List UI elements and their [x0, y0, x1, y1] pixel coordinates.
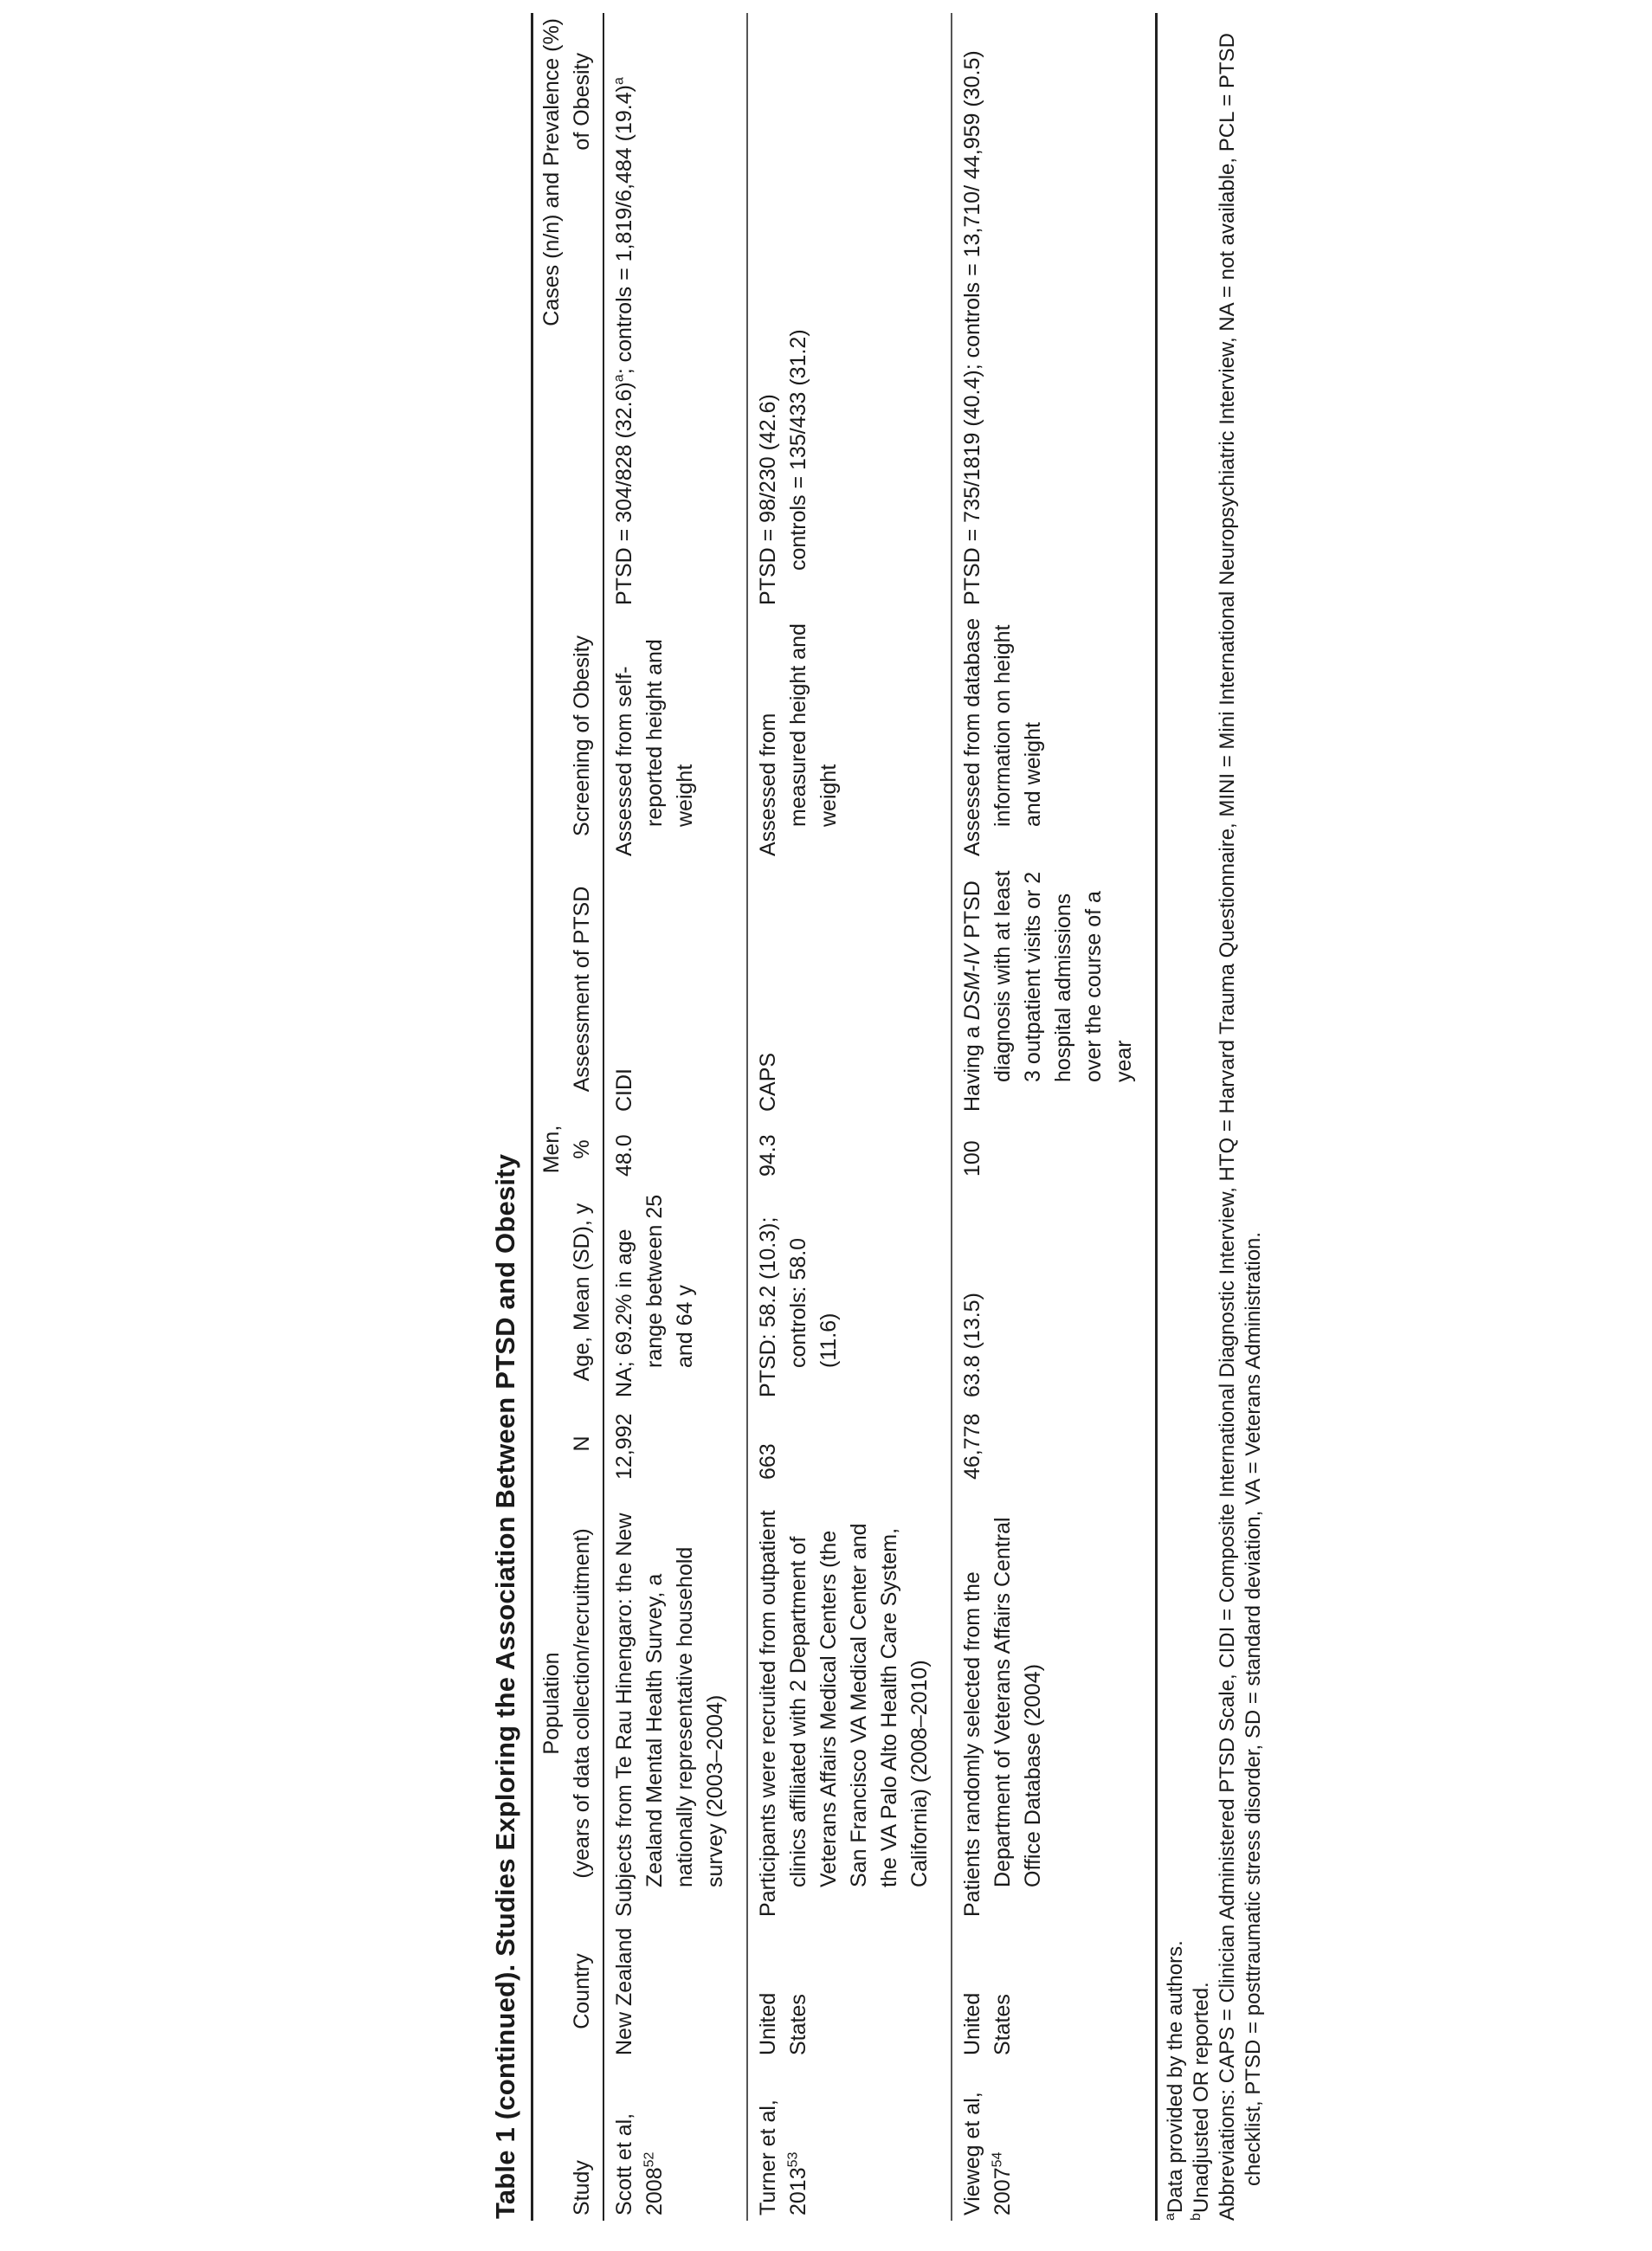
- cell-n: 46,778: [960, 1413, 984, 1480]
- header-cases-line1: Cases (n/n) and Prevalence (%): [539, 18, 564, 326]
- header-assessment: Assessment of PTSD: [570, 886, 594, 1093]
- study-name: Vieweg et al, 2007: [960, 2092, 1015, 2216]
- cell-cases: [952, 13, 1157, 610]
- cell-men: 100: [960, 1140, 984, 1177]
- footnote-b-mark: b: [1189, 2213, 1204, 2221]
- cell-screening: Assessed from measured height and weight: [756, 623, 841, 856]
- header-population: [533, 1485, 603, 1922]
- study-ref: 54: [990, 2151, 1005, 2168]
- footnote-abbreviations: Abbreviations: CAPS = Clinician Administered PTSD Scale, CIDI = Composite International Diagnostic Interview, HTQ = Harvard Trauma Questionnaire, MINI = Mini International Neuropsychiatric Interview, NA = not available, PCL = PTSD checklist, PTSD = posttraumatic stress disorder, SD = standard deviation, VA = Veterans Administration.: [1216, 33, 1265, 2221]
- study-ref: 53: [785, 2151, 801, 2168]
- cases-ptsd: PTSD = 304/828 (32.6): [612, 382, 636, 605]
- table-title: Table 1 (continued). Studies Exploring the Association Between PTSD and Obesity: [481, 13, 533, 2221]
- study-name: Scott et al, 2008: [612, 2112, 667, 2216]
- header-n: N: [570, 1435, 594, 1452]
- cell-assessment: [952, 861, 1157, 1117]
- header-population-line2: (years of data collection/recruitment): [570, 1528, 594, 1879]
- header-cases-line2: of Obesity: [570, 53, 594, 151]
- cases-controls: controls = 13,710/ 44,959 (30.5): [960, 50, 984, 358]
- cell-men: 94.3: [756, 1134, 780, 1177]
- cell-cases: [603, 13, 747, 610]
- cases-controls: controls = 135/433 (31.2): [786, 329, 810, 571]
- assessment-post: PTSD diagnosis with at least 3 outpatient visits or 2 hospital admissions over the course of a year: [960, 870, 1136, 1082]
- header-cases: [533, 13, 603, 610]
- footnote-a-text: Data provided by the authors.: [1164, 1940, 1187, 2214]
- footnote-a-mark: a: [1163, 2213, 1178, 2221]
- header-study: Study: [570, 2160, 594, 2216]
- table-container: [481, 13, 1267, 2221]
- header-men-line2: %: [570, 1139, 594, 1159]
- cell-assessment: CIDI: [612, 1068, 636, 1112]
- study-ref: 52: [642, 2151, 657, 2168]
- assessment-dsm: DSM-IV: [960, 944, 984, 1021]
- cell-assessment: CAPS: [756, 1052, 780, 1112]
- cell-study: [747, 2061, 952, 2221]
- cell-n: 12,992: [612, 1413, 636, 1480]
- cell-screening: Assessed from database information on height and weight: [960, 617, 1045, 856]
- header-country: Country: [570, 1953, 594, 2029]
- header-population-line1: Population: [539, 1652, 564, 1755]
- cases-ptsd: PTSD = 98/230 (42.6): [756, 394, 780, 605]
- cell-country: United States: [960, 1992, 1015, 2055]
- table-row: [747, 13, 952, 2221]
- cell-age: NA; 69.2% in age range between 25 and 64 y: [612, 1194, 697, 1397]
- cases-controls-note: a: [611, 77, 627, 86]
- footnote-a: [1163, 13, 1189, 2221]
- cell-population: Participants were recruited from outpatient clinics affiliated with 2 Department of Veterans Affairs Medical Centers (the San Francisco VA Medical Center and the VA Palo Alto Health Care System, California) (2008–2010): [756, 1510, 932, 1917]
- cell-country: New Zealand: [612, 1927, 636, 2055]
- header-men: [533, 1117, 603, 1182]
- assessment-pre: Having a: [960, 1020, 984, 1112]
- cell-men: 48.0: [612, 1134, 636, 1177]
- cell-cases: [747, 13, 952, 610]
- header-row: [533, 13, 603, 2221]
- studies-table: [533, 13, 1158, 2221]
- cell-population: Subjects from Te Rau Hinengaro: the New Zealand Mental Health Survey, a nationally representative household survey (2003–2004): [612, 1512, 727, 1917]
- table-row: [952, 13, 1157, 2221]
- cell-population: Patients randomly selected from the Department of Veterans Affairs Central Office Database (2004): [960, 1517, 1045, 1917]
- cell-screening: Assessed from self-reported height and weight: [612, 639, 697, 856]
- table-footnotes: [1163, 13, 1267, 2221]
- cell-study: [603, 2061, 747, 2221]
- cell-age: 63.8 (13.5): [960, 1293, 984, 1397]
- cell-study: [952, 2061, 1157, 2221]
- footnote-b: [1189, 13, 1215, 2221]
- cases-ptsd: PTSD = 735/1819 (40.4);: [960, 364, 984, 605]
- footnote-b-text: Unadjusted OR reported.: [1190, 1982, 1213, 2214]
- cell-country: United States: [756, 1992, 810, 2055]
- cell-age: PTSD: 58.2 (10.3); controls: 58.0 (11.6): [756, 1216, 841, 1397]
- table-row: [603, 13, 747, 2221]
- header-age: Age, Mean (SD), y: [570, 1203, 594, 1382]
- cases-controls: ; controls = 1,819/6,484 (19.4): [612, 85, 636, 375]
- study-name: Turner et al, 2013: [756, 2099, 810, 2216]
- cases-ptsd-note: a: [611, 374, 627, 383]
- header-screening: Screening of Obesity: [570, 635, 594, 837]
- cell-n: 663: [756, 1443, 780, 1480]
- header-men-line1: Men,: [539, 1125, 564, 1174]
